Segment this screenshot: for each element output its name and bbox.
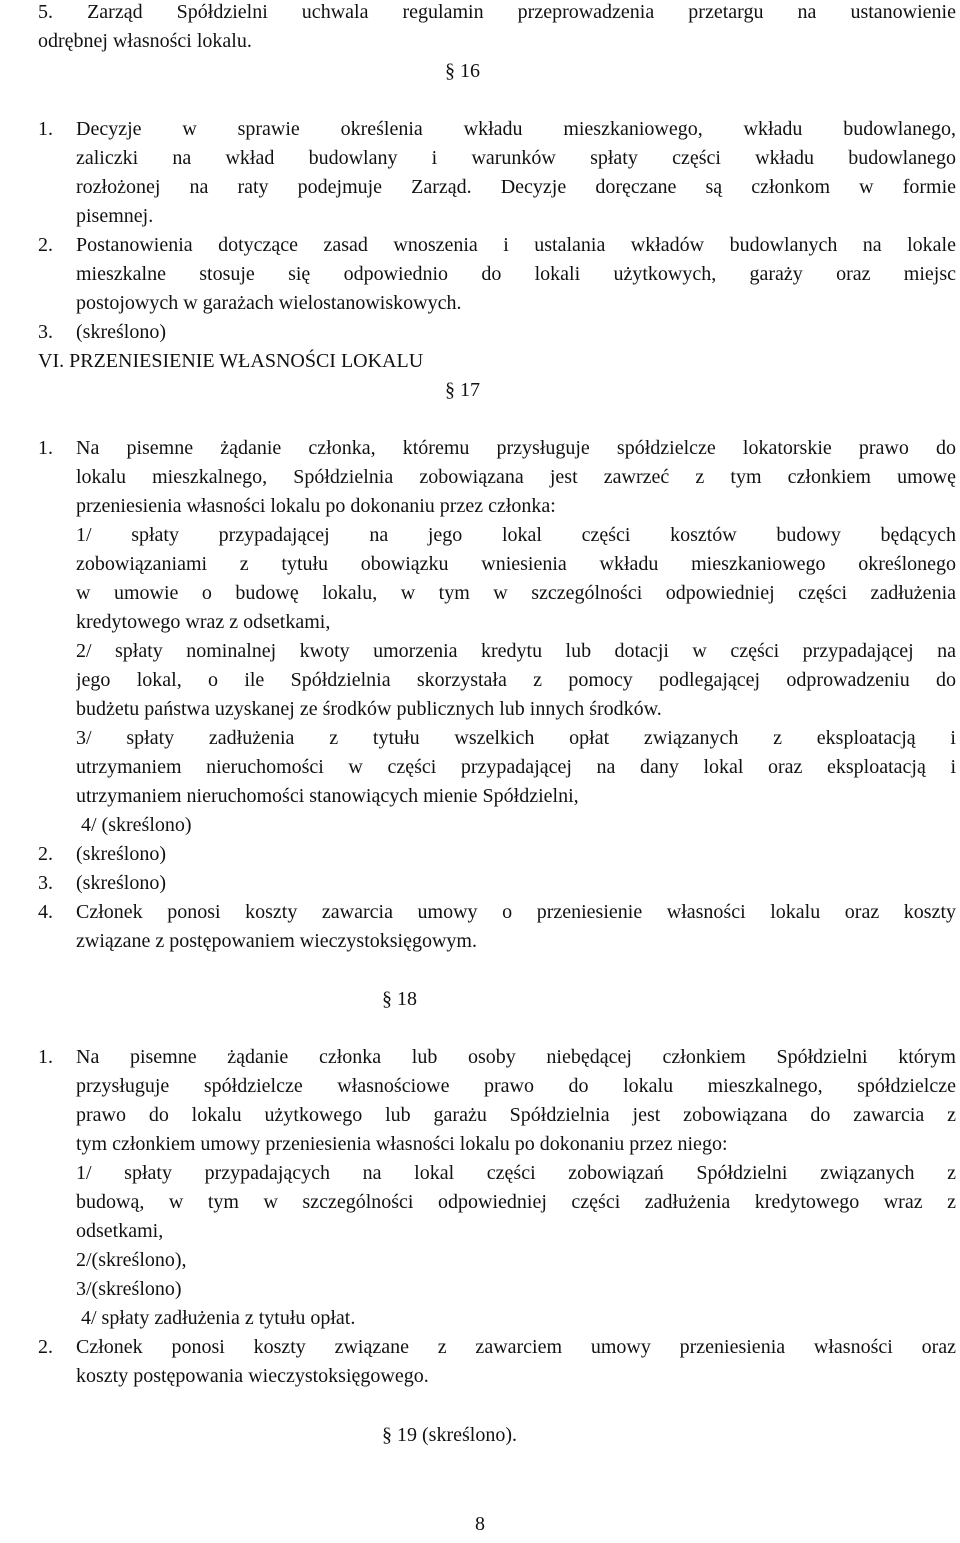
para17-item1-line9: jego lokal, o ile Spółdzielnia skorzystała z pomocy podlegającej odprowadzeniu do	[76, 669, 956, 691]
para17-item1-number: 1.	[38, 437, 53, 459]
para18-item1-line5: 1/ spłaty przypadających na lokal części zobowiązań Spółdzielni związanych z	[76, 1162, 956, 1184]
para17-item3-text: (skreślono)	[76, 872, 166, 894]
para16-item1-line3: rozłożonej na raty podejmuje Zarząd. Decyzje doręczane są członkom w formie	[76, 176, 956, 198]
para18-item1-line6: budową, w tym w szczególności odpowiedniej części zadłużenia kredytowego wraz z	[76, 1191, 956, 1213]
para17-item4-line2: związane z postępowaniem wieczystoksięgowym.	[76, 930, 477, 952]
para18-item1-line8: 2/(skreślono),	[76, 1249, 187, 1271]
para16-item1-number: 1.	[38, 118, 53, 140]
para17-item1-line3: przeniesienia własności lokalu po dokonaniu przez członka:	[76, 495, 556, 517]
para16-item2-line3: postojowych w garażach wielostanowiskowych.	[76, 292, 462, 314]
para16-item3-number: 3.	[38, 321, 53, 343]
para16-item2-number: 2.	[38, 234, 53, 256]
para17-item1-line2: lokalu mieszkalnego, Spółdzielnia zobowiązana jest zawrzeć z tym członkiem umowę	[76, 466, 956, 488]
para17-item1-line6: w umowie o budowę lokalu, w tym w szczególności odpowiedniej części zadłużenia	[76, 582, 956, 604]
para17-item1-line14: 4/ (skreślono)	[76, 814, 192, 836]
para18-item1-line7: odsetkami,	[76, 1220, 164, 1242]
para17-item1-line13: utrzymaniem nieruchomości stanowiących mienie Spółdzielni,	[76, 785, 579, 807]
para17-item1-line7: kredytowego wraz z odsetkami,	[76, 611, 331, 633]
para17-item1-line11: 3/ spłaty zadłużenia z tytułu wszelkich opłat związanych z eksploatacją i	[76, 727, 956, 749]
para17-item4-number: 4.	[38, 901, 53, 923]
para18-heading: § 18	[382, 988, 417, 1010]
para18-item2-line1: Członek ponosi koszty związane z zawarciem umowy przeniesienia własności oraz	[76, 1336, 956, 1358]
para17-item2-text: (skreślono)	[76, 843, 166, 865]
para18-item1-line3: prawo do lokalu użytkowego lub garażu Spółdzielnia jest zobowiązana do zawarcia z	[76, 1104, 956, 1126]
para17-item1-line5: zobowiązaniami z tytułu obowiązku wniesienia wkładu mieszkaniowego określonego	[76, 553, 956, 575]
para18-item1-line10: 4/ spłaty zadłużenia z tytułu opłat.	[76, 1307, 356, 1329]
para17-heading: § 17	[445, 379, 480, 401]
para17-item1-line10: budżetu państwa uzyskanej ze środków publicznych lub innych środków.	[76, 698, 662, 720]
para18-item1-line4: tym członkiem umowy przeniesienia własności lokalu po dokonaniu przez niego:	[76, 1133, 728, 1155]
section-v-point5-line2: odrębnej własności lokalu.	[38, 30, 252, 52]
para18-item1-number: 1.	[38, 1046, 53, 1068]
para16-item3-text: (skreślono)	[76, 321, 166, 343]
para18-item2-line2: koszty postępowania wieczystoksięgowego.	[76, 1365, 429, 1387]
para16-item1-line2: zaliczki na wkład budowlany i warunków spłaty części wkładu budowlanego	[76, 147, 956, 169]
para16-item1-line1: Decyzje w sprawie określenia wkładu mieszkaniowego, wkładu budowlanego,	[76, 118, 956, 140]
para19-heading: § 19 (skreślono).	[382, 1424, 517, 1446]
para17-item1-line12: utrzymaniem nieruchomości w części przypadającej na dany lokal oraz eksploatacją i	[76, 756, 956, 778]
para18-item1-line9: 3/(skreślono)	[76, 1278, 182, 1300]
para17-item1-line8: 2/ spłaty nominalnej kwoty umorzenia kredytu lub dotacji w części przypadającej na	[76, 640, 956, 662]
para17-item4-line1: Członek ponosi koszty zawarcia umowy o przeniesienie własności lokalu oraz koszty	[76, 901, 956, 923]
page-number: 8	[475, 1513, 485, 1535]
para16-item1-line4: pisemnej.	[76, 205, 154, 227]
para16-item2-line2: mieszkalne stosuje się odpowiednio do lokali użytkowych, garaży oraz miejsc	[76, 263, 956, 285]
para16-heading: § 16	[445, 60, 480, 82]
para17-item1-line1: Na pisemne żądanie członka, któremu przysługuje spółdzielcze lokatorskie prawo do	[76, 437, 956, 459]
section-vi-title: VI. PRZENIESIENIE WŁASNOŚCI LOKALU	[38, 350, 424, 372]
para18-item2-number: 2.	[38, 1336, 53, 1358]
para17-item3-number: 3.	[38, 872, 53, 894]
para18-item1-line2: przysługuje spółdzielcze własnościowe prawo do lokalu mieszkalnego, spółdzielcze	[76, 1075, 956, 1097]
para18-item1-line1: Na pisemne żądanie członka lub osoby niebędącej członkiem Spółdzielni którym	[76, 1046, 956, 1068]
section-v-point5-line1: 5. Zarząd Spółdzielni uchwala regulamin przeprowadzenia przetargu na ustanowienie	[38, 1, 956, 23]
para17-item2-number: 2.	[38, 843, 53, 865]
para16-item2-line1: Postanowienia dotyczące zasad wnoszenia i ustalania wkładów budowlanych na lokale	[76, 234, 956, 256]
para17-item1-line4: 1/ spłaty przypadającej na jego lokal części kosztów budowy będących	[76, 524, 956, 546]
